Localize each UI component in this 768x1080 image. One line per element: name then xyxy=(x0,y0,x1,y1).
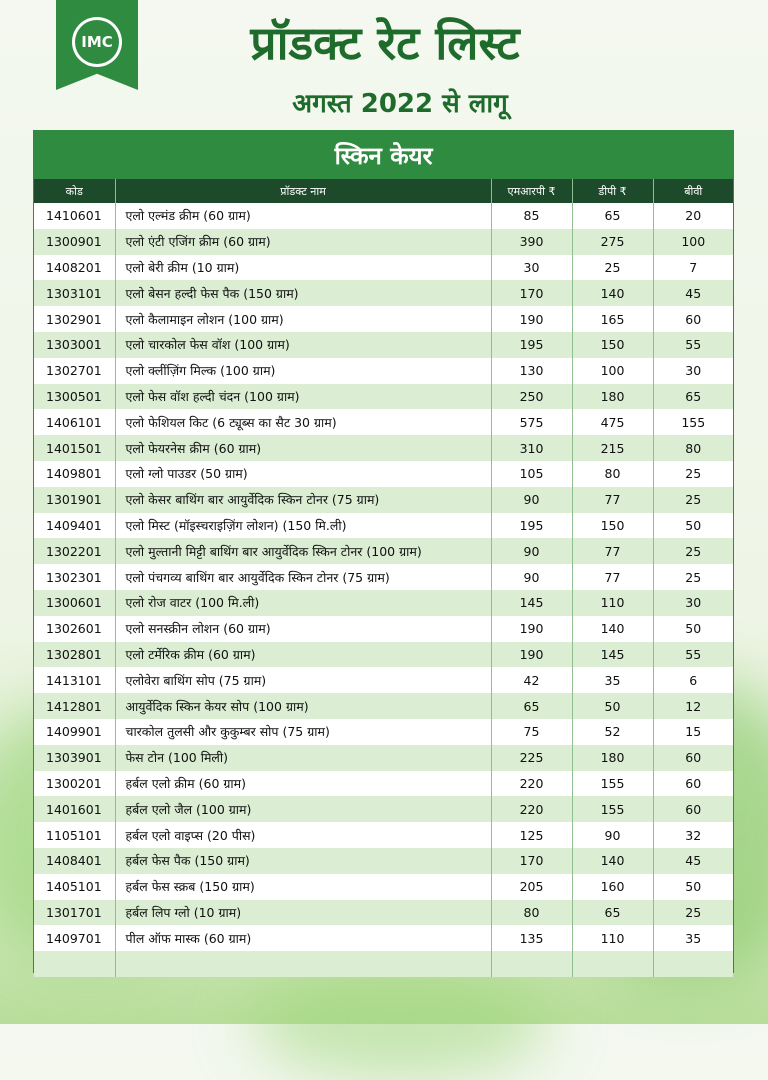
cell-code: 1302801 xyxy=(34,642,115,668)
cell-mrp: 75 xyxy=(491,719,572,745)
rate-table-panel xyxy=(33,130,734,973)
table-row xyxy=(34,796,733,822)
cell-mrp: 170 xyxy=(491,848,572,874)
cell-bv: 25 xyxy=(653,538,733,564)
cell-bv: 50 xyxy=(653,616,733,642)
cell-dp: 140 xyxy=(572,616,653,642)
cell-bv: 32 xyxy=(653,822,733,848)
cell-product-name: हर्बल एलो वाइप्स (20 पीस) xyxy=(115,822,491,848)
cell-bv: 50 xyxy=(653,874,733,900)
table-row xyxy=(34,409,733,435)
cell-bv: 20 xyxy=(653,203,733,229)
cell-dp: 215 xyxy=(572,435,653,461)
cell-product-name: एलो क्लींज़िंग मिल्क (100 ग्राम) xyxy=(115,358,491,384)
cell-bv: 60 xyxy=(653,306,733,332)
cell-mrp: 190 xyxy=(491,642,572,668)
cell-bv: 15 xyxy=(653,719,733,745)
cell-bv: 60 xyxy=(653,745,733,771)
cell-code: 1303001 xyxy=(34,332,115,358)
cell-dp: 180 xyxy=(572,745,653,771)
cell-dp: 35 xyxy=(572,667,653,693)
cell-product-name: हर्बल एलो क्रीम (60 ग्राम) xyxy=(115,771,491,797)
cell-code: 1105101 xyxy=(34,822,115,848)
cell-dp: 155 xyxy=(572,771,653,797)
cell-code: 1301701 xyxy=(34,900,115,926)
rate-table xyxy=(34,179,733,977)
cell-product-name: आयुर्वेदिक स्किन केयर सोप (100 ग्राम) xyxy=(115,693,491,719)
cell-product-name: एलो बेरी क्रीम (10 ग्राम) xyxy=(115,255,491,281)
cell-code: 1302601 xyxy=(34,616,115,642)
table-row xyxy=(34,306,733,332)
table-row xyxy=(34,590,733,616)
cell-code: 1300901 xyxy=(34,229,115,255)
background-blob xyxy=(250,960,550,1080)
cell-mrp: 65 xyxy=(491,693,572,719)
table-row xyxy=(34,384,733,410)
cell-bv: 55 xyxy=(653,332,733,358)
cell-bv: 35 xyxy=(653,925,733,951)
cell-dp: 475 xyxy=(572,409,653,435)
cell-product-name: एलो टर्मेरिक क्रीम (60 ग्राम) xyxy=(115,642,491,668)
table-row xyxy=(34,874,733,900)
cell-bv: 30 xyxy=(653,590,733,616)
table-row xyxy=(34,719,733,745)
table-row xyxy=(34,564,733,590)
cell-product-name: एलो चारकोल फेस वॉश (100 ग्राम) xyxy=(115,332,491,358)
cell-dp: 77 xyxy=(572,487,653,513)
table-row xyxy=(34,332,733,358)
table-row xyxy=(34,616,733,642)
cell-bv: 65 xyxy=(653,384,733,410)
cell-mrp: 310 xyxy=(491,435,572,461)
cell-dp: 100 xyxy=(572,358,653,384)
cell-product-name: हर्बल एलो जैल (100 ग्राम) xyxy=(115,796,491,822)
cell-code: 1401501 xyxy=(34,435,115,461)
cell-mrp: 85 xyxy=(491,203,572,229)
logo-text: IMC xyxy=(75,20,119,64)
cell-product-name: एलोवेरा बाथिंग सोप (75 ग्राम) xyxy=(115,667,491,693)
table-row xyxy=(34,538,733,564)
cell-mrp: 250 xyxy=(491,384,572,410)
cell-mrp: 190 xyxy=(491,616,572,642)
cell-product-name: एलो पंचगव्य बाथिंग बार आयुर्वेदिक स्किन टोनर (75 ग्राम) xyxy=(115,564,491,590)
cell-code: 1302701 xyxy=(34,358,115,384)
cell-mrp: 90 xyxy=(491,564,572,590)
cell-code: 1300501 xyxy=(34,384,115,410)
cell-code: 1410601 xyxy=(34,203,115,229)
cell-product-name: चारकोल तुलसी और कुकुम्बर सोप (75 ग्राम) xyxy=(115,719,491,745)
cell-code: 1408401 xyxy=(34,848,115,874)
cell-code: 1300601 xyxy=(34,590,115,616)
cell-dp: 155 xyxy=(572,796,653,822)
cell-code: 1303101 xyxy=(34,280,115,306)
logo xyxy=(72,17,122,67)
cell-bv: 30 xyxy=(653,358,733,384)
empty-cell xyxy=(572,951,653,977)
table-header-row xyxy=(34,179,733,203)
cell-dp: 160 xyxy=(572,874,653,900)
cell-code: 1303901 xyxy=(34,745,115,771)
cell-dp: 145 xyxy=(572,642,653,668)
cell-mrp: 220 xyxy=(491,771,572,797)
cell-mrp: 145 xyxy=(491,590,572,616)
cell-mrp: 130 xyxy=(491,358,572,384)
cell-bv: 25 xyxy=(653,461,733,487)
cell-product-name: एलो एंटी एजिंग क्रीम (60 ग्राम) xyxy=(115,229,491,255)
cell-code: 1406101 xyxy=(34,409,115,435)
cell-mrp: 390 xyxy=(491,229,572,255)
table-body xyxy=(34,203,733,977)
cell-dp: 140 xyxy=(572,280,653,306)
cell-code: 1401601 xyxy=(34,796,115,822)
cell-product-name: हर्बल लिप ग्लो (10 ग्राम) xyxy=(115,900,491,926)
cell-mrp: 220 xyxy=(491,796,572,822)
table-row xyxy=(34,900,733,926)
cell-product-name: एलो एल्मंड क्रीम (60 ग्राम) xyxy=(115,203,491,229)
cell-dp: 52 xyxy=(572,719,653,745)
cell-dp: 65 xyxy=(572,900,653,926)
cell-product-name: हर्बल फेस पैक (150 ग्राम) xyxy=(115,848,491,874)
cell-bv: 100 xyxy=(653,229,733,255)
cell-bv: 25 xyxy=(653,487,733,513)
cell-code: 1412801 xyxy=(34,693,115,719)
cell-code: 1302201 xyxy=(34,538,115,564)
cell-mrp: 105 xyxy=(491,461,572,487)
cell-bv: 45 xyxy=(653,848,733,874)
cell-mrp: 190 xyxy=(491,306,572,332)
table-row xyxy=(34,642,733,668)
table-row xyxy=(34,771,733,797)
page-subtitle: अगस्त 2022 से लागू xyxy=(292,89,508,119)
cell-code: 1409401 xyxy=(34,513,115,539)
cell-code: 1409901 xyxy=(34,719,115,745)
table-row xyxy=(34,461,733,487)
cell-bv: 6 xyxy=(653,667,733,693)
cell-dp: 110 xyxy=(572,590,653,616)
cell-mrp: 42 xyxy=(491,667,572,693)
cell-dp: 77 xyxy=(572,564,653,590)
cell-dp: 275 xyxy=(572,229,653,255)
cell-dp: 90 xyxy=(572,822,653,848)
table-row xyxy=(34,925,733,951)
cell-dp: 180 xyxy=(572,384,653,410)
cell-code: 1405101 xyxy=(34,874,115,900)
table-row-empty xyxy=(34,951,733,977)
page-title: प्रॉडक्ट रेट लिस्ट xyxy=(250,16,520,70)
cell-mrp: 90 xyxy=(491,538,572,564)
cell-code: 1413101 xyxy=(34,667,115,693)
cell-mrp: 30 xyxy=(491,255,572,281)
cell-bv: 25 xyxy=(653,900,733,926)
table-row xyxy=(34,822,733,848)
cell-code: 1301901 xyxy=(34,487,115,513)
empty-cell xyxy=(491,951,572,977)
cell-product-name: एलो मिस्ट (मॉइस्चराइज़िंग लोशन) (150 मि.ली) xyxy=(115,513,491,539)
cell-mrp: 170 xyxy=(491,280,572,306)
table-row xyxy=(34,280,733,306)
column-header-code: कोड xyxy=(34,179,115,203)
cell-product-name: एलो कैलामाइन लोशन (100 ग्राम) xyxy=(115,306,491,332)
table-row xyxy=(34,255,733,281)
cell-mrp: 135 xyxy=(491,925,572,951)
cell-dp: 65 xyxy=(572,203,653,229)
cell-code: 1302901 xyxy=(34,306,115,332)
column-header-product-name: प्रॉडक्ट नाम xyxy=(115,179,491,203)
column-header-bv: बीवी xyxy=(653,179,733,203)
cell-dp: 110 xyxy=(572,925,653,951)
table-row xyxy=(34,848,733,874)
table-row xyxy=(34,358,733,384)
table-row xyxy=(34,487,733,513)
section-title: स्किन केयर xyxy=(34,131,733,179)
cell-product-name: एलो फेशियल किट (6 ट्यूब्स का सैट 30 ग्राम) xyxy=(115,409,491,435)
column-header-dp: डीपी ₹ xyxy=(572,179,653,203)
cell-mrp: 125 xyxy=(491,822,572,848)
cell-bv: 55 xyxy=(653,642,733,668)
table-row xyxy=(34,229,733,255)
cell-mrp: 90 xyxy=(491,487,572,513)
cell-bv: 80 xyxy=(653,435,733,461)
cell-product-name: एलो बेसन हल्दी फेस पैक (150 ग्राम) xyxy=(115,280,491,306)
cell-mrp: 195 xyxy=(491,513,572,539)
cell-dp: 50 xyxy=(572,693,653,719)
table-row xyxy=(34,435,733,461)
empty-cell xyxy=(653,951,733,977)
cell-product-name: पील ऑफ मास्क (60 ग्राम) xyxy=(115,925,491,951)
cell-code: 1409701 xyxy=(34,925,115,951)
cell-mrp: 225 xyxy=(491,745,572,771)
empty-cell xyxy=(34,951,115,977)
table-row xyxy=(34,203,733,229)
cell-product-name: एलो फेयरनेस क्रीम (60 ग्राम) xyxy=(115,435,491,461)
cell-dp: 25 xyxy=(572,255,653,281)
cell-product-name: एलो सनस्क्रीन लोशन (60 ग्राम) xyxy=(115,616,491,642)
cell-dp: 165 xyxy=(572,306,653,332)
empty-cell xyxy=(115,951,491,977)
cell-dp: 150 xyxy=(572,332,653,358)
cell-code: 1409801 xyxy=(34,461,115,487)
cell-mrp: 205 xyxy=(491,874,572,900)
cell-bv: 25 xyxy=(653,564,733,590)
cell-dp: 140 xyxy=(572,848,653,874)
cell-code: 1300201 xyxy=(34,771,115,797)
cell-bv: 12 xyxy=(653,693,733,719)
cell-bv: 155 xyxy=(653,409,733,435)
cell-mrp: 80 xyxy=(491,900,572,926)
cell-product-name: एलो फेस वॉश हल्दी चंदन (100 ग्राम) xyxy=(115,384,491,410)
cell-bv: 60 xyxy=(653,771,733,797)
cell-dp: 77 xyxy=(572,538,653,564)
cell-product-name: एलो केसर बाथिंग बार आयुर्वेदिक स्किन टोनर (75 ग्राम) xyxy=(115,487,491,513)
table-row xyxy=(34,513,733,539)
cell-bv: 50 xyxy=(653,513,733,539)
table-row xyxy=(34,693,733,719)
cell-dp: 80 xyxy=(572,461,653,487)
cell-bv: 60 xyxy=(653,796,733,822)
cell-product-name: फेस टोन (100 मिली) xyxy=(115,745,491,771)
table-row xyxy=(34,745,733,771)
cell-bv: 7 xyxy=(653,255,733,281)
cell-bv: 45 xyxy=(653,280,733,306)
cell-product-name: हर्बल फेस स्क्रब (150 ग्राम) xyxy=(115,874,491,900)
column-header-mrp: एमआरपी ₹ xyxy=(491,179,572,203)
cell-product-name: एलो ग्लो पाउडर (50 ग्राम) xyxy=(115,461,491,487)
cell-product-name: एलो रोज वाटर (100 मि.ली) xyxy=(115,590,491,616)
cell-mrp: 575 xyxy=(491,409,572,435)
cell-dp: 150 xyxy=(572,513,653,539)
cell-code: 1302301 xyxy=(34,564,115,590)
cell-code: 1408201 xyxy=(34,255,115,281)
table-row xyxy=(34,667,733,693)
cell-product-name: एलो मुल्तानी मिट्टी बाथिंग बार आयुर्वेदिक स्किन टोनर (100 ग्राम) xyxy=(115,538,491,564)
cell-mrp: 195 xyxy=(491,332,572,358)
